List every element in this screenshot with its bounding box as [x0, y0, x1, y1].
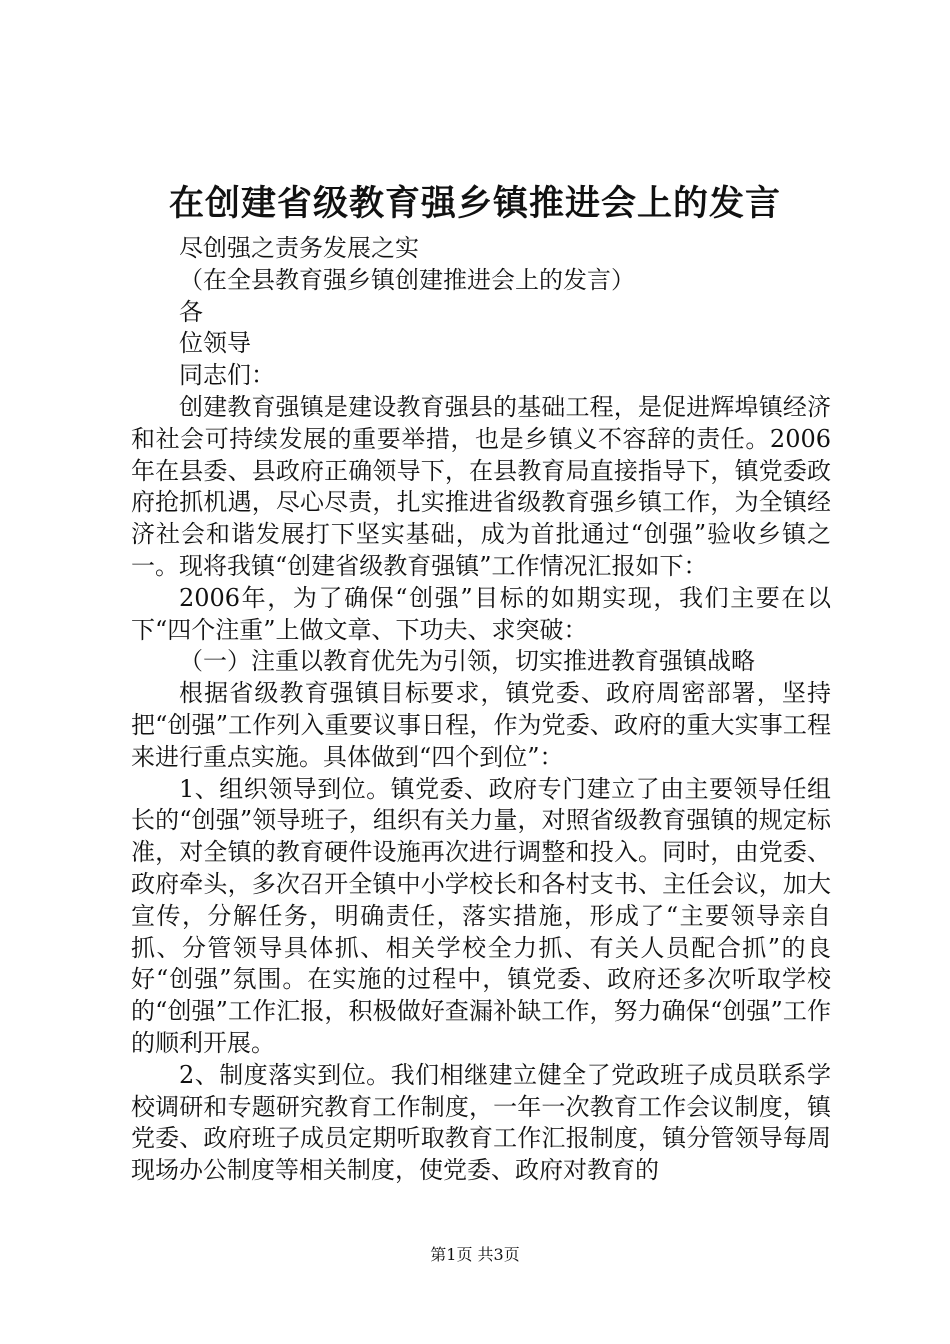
salutation-line-1: 各: [179, 297, 203, 326]
paragraph-organization: 1、组织领导到位。镇党委、政府专门建立了由主要领导任组长的“创强”领导班子，组织有关力量，对照省级教育强镇的规定标准，对全镇的教育硬件设施再次进行调整和投入。同时，由党委、政府牵头，多次召开全镇中小学校长和各村支书、主任会议，加大宣传，分解任务，明确责任，落实措施，形成了“主要领导亲自抓、分管领导具体抓、相关学校全力抓、有关人员配合抓”的良好“创强”氛围。在实施的过程中，镇党委、政府还多次听取学校的“创强”工作汇报，积极做好查漏补缺工作，努力确保“创强”工作的顺利开展。: [131, 774, 831, 1057]
salutation-line-2: 位领导: [179, 329, 251, 358]
document-title: 在创建省级教育强乡镇推进会上的发言: [168, 183, 781, 224]
paragraph-requirements: 根据省级教育强镇目标要求，镇党委、政府周密部署，坚持把“创强”工作列入重要议事日程，作为党委、政府的重大实事工程来进行重点实施。具体做到“四个到位”：: [131, 679, 831, 771]
subtitle-note: （在全县教育强乡镇创建推进会上的发言）: [179, 265, 635, 294]
paragraph-intro: 创建教育强镇是建设教育强县的基础工程，是促进辉埠镇经济和社会可持续发展的重要举措，也是乡镇义不容辞的责任。2006年在县委、县政府正确领导下，在县教育局直接指导下，镇党委政府抢抓机遇，尽心尽责，扎实推进省级教育强乡镇工作，为全镇经济社会和谐发展打下坚实基础，成为首批通过“创强”验收乡镇之一。现将我镇“创建省级教育强镇”工作情况汇报如下：: [131, 392, 831, 580]
paragraph-four-focus: 2006年，为了确保“创强”目标的如期实现，我们主要在以下“四个注重”上做文章、下功夫、求突破：: [131, 583, 831, 644]
salutation-line-3: 同志们：: [179, 361, 275, 390]
subtitle: 尽创强之责务发展之实: [179, 234, 419, 262]
section-heading-1: （一）注重以教育优先为引领，切实推进教育强镇战略: [179, 647, 755, 676]
document-body: [131, 233, 831, 1187]
paragraph-system: 2、制度落实到位。我们相继建立健全了党政班子成员联系学校调研和专题研究教育工作制度，一年一次教育工作会议制度，镇党委、政府班子成员定期听取教育工作汇报制度，镇分管领导每周现场办公制度等相关制度，使党委、政府对教育的: [131, 1060, 831, 1185]
page-number-footer: 第1页 共3页: [430, 1245, 520, 1264]
